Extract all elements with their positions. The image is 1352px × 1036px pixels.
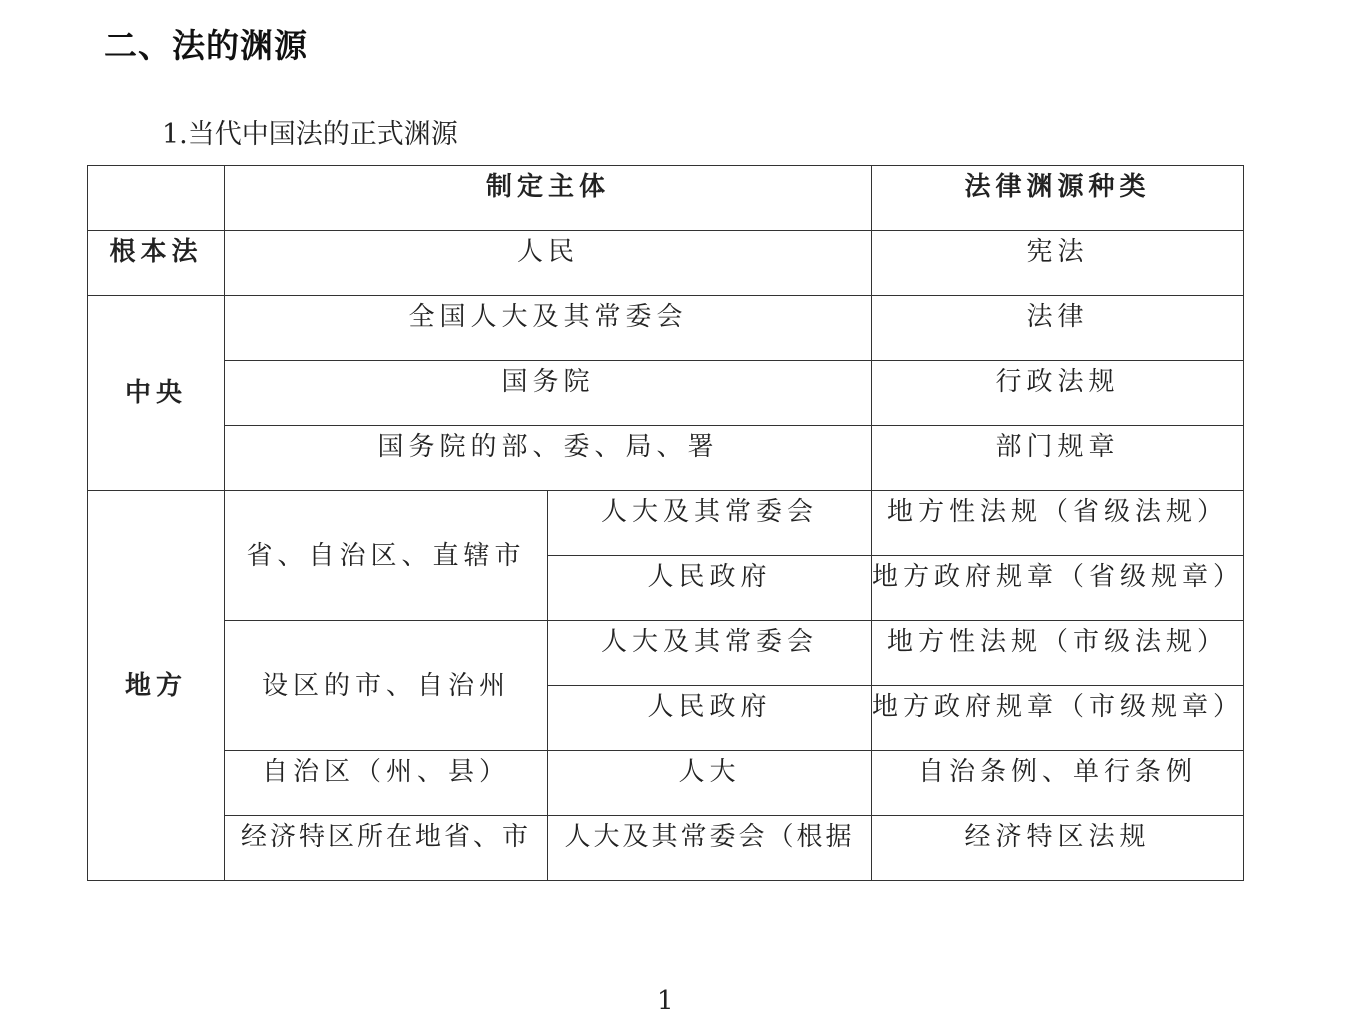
subject-cell: 全国人大及其常委会 xyxy=(225,296,872,361)
sub-title: 1.当代中国法的正式渊源 xyxy=(162,119,458,150)
header-subject-cell: 制定主体 xyxy=(225,166,872,231)
organ-cell: 人民政府 xyxy=(548,556,872,621)
table-row xyxy=(88,621,1244,686)
header-corner-cell xyxy=(88,166,225,231)
table-row xyxy=(88,816,1244,881)
subject-cell: 国务院的部、委、局、署 xyxy=(225,426,872,491)
table-row xyxy=(88,491,1244,556)
kind-cell: 法律 xyxy=(872,296,1244,361)
organ-cell: 人大及其常委会（根据 xyxy=(548,816,872,881)
table-row xyxy=(88,426,1244,491)
category-local: 地方 xyxy=(88,491,225,881)
category-central: 中央 xyxy=(88,296,225,491)
region-cell: 自治区（州、县） xyxy=(225,751,548,816)
region-cell: 省、自治区、直辖市 xyxy=(225,491,548,621)
kind-cell: 地方政府规章（省级规章） xyxy=(872,556,1244,621)
organ-cell: 人民政府 xyxy=(548,686,872,751)
table-row xyxy=(88,296,1244,361)
region-cell: 经济特区所在地省、市 xyxy=(225,816,548,881)
organ-cell: 人大及其常委会 xyxy=(548,491,872,556)
organ-cell: 人大 xyxy=(548,751,872,816)
organ-cell: 人大及其常委会 xyxy=(548,621,872,686)
category-fundamental: 根本法 xyxy=(88,231,225,296)
header-kind-cell: 法律渊源种类 xyxy=(872,166,1244,231)
kind-cell: 自治条例、单行条例 xyxy=(872,751,1244,816)
section-title: 二、法的渊源 xyxy=(104,26,308,65)
subject-cell: 人民 xyxy=(225,231,872,296)
kind-cell: 宪法 xyxy=(872,231,1244,296)
kind-cell: 地方政府规章（市级规章） xyxy=(872,686,1244,751)
table-row xyxy=(88,231,1244,296)
law-sources-table xyxy=(87,165,1244,881)
page-number: 1 xyxy=(657,986,674,1016)
table-row xyxy=(88,361,1244,426)
table-header-row xyxy=(88,166,1244,231)
kind-cell: 地方性法规（省级法规） xyxy=(872,491,1244,556)
subject-cell: 国务院 xyxy=(225,361,872,426)
kind-cell: 部门规章 xyxy=(872,426,1244,491)
kind-cell: 经济特区法规 xyxy=(872,816,1244,881)
table-row xyxy=(88,751,1244,816)
kind-cell: 地方性法规（市级法规） xyxy=(872,621,1244,686)
region-cell: 设区的市、自治州 xyxy=(225,621,548,751)
kind-cell: 行政法规 xyxy=(872,361,1244,426)
